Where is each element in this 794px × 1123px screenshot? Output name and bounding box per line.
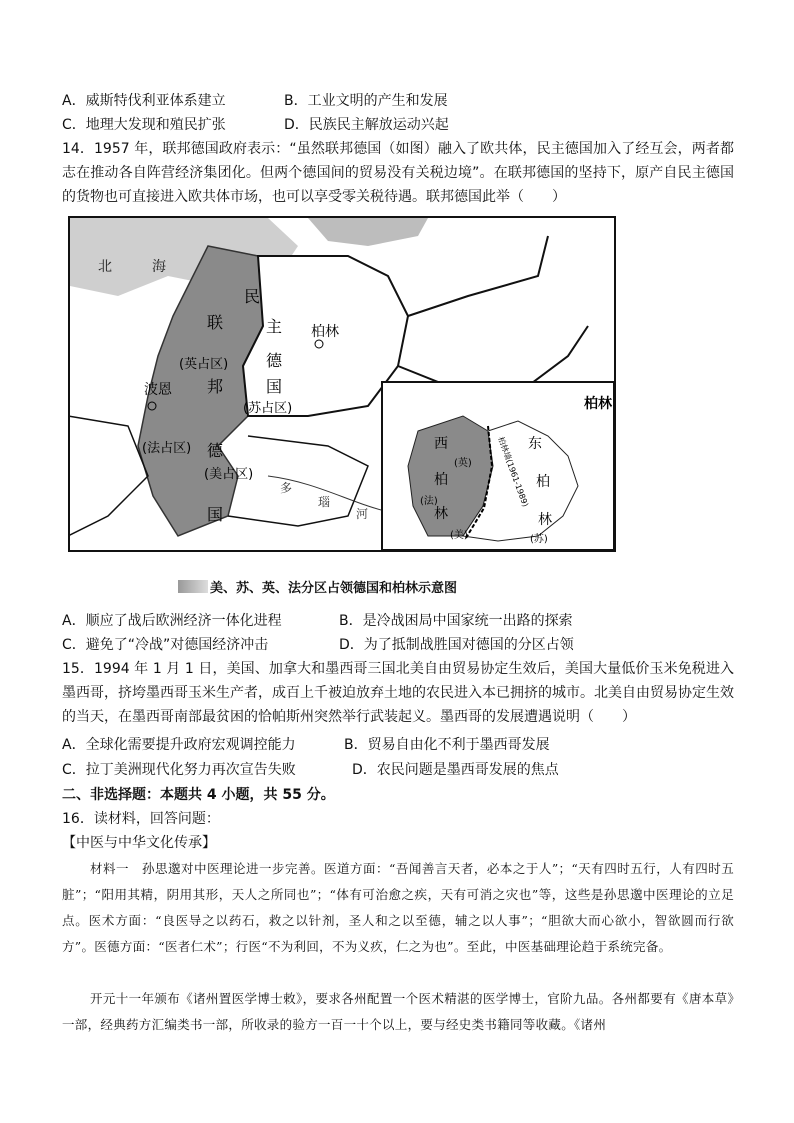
label-french-small: (法): [420, 496, 438, 507]
label-danube-1: 多: [280, 481, 293, 495]
label-berlin-wall: 柏林墙(1961-1989): [496, 435, 530, 509]
q15-option-a: A．全球化需要提升政府宏观调控能力: [62, 737, 296, 753]
label-us-zone: (美占区): [204, 467, 254, 482]
q15-stem: 15．1994 年 1 月 1 日，美国、加拿大和墨西哥三国北美自由贸易协定生效后，美国大量低价玉米免税进入墨西哥，挤垮墨西哥玉米生产者，成百上千被迫放弃土地的农民进入本已拥挤的城市。北美自由贸易协定生效的当天，在墨西哥南部最贫困的恰帕斯州突然举行武装起义。墨西哥的发展遭遇说明（ ）: [62, 661, 734, 725]
berlin-inset: [382, 382, 614, 550]
label-berlin-city: 柏林: [311, 324, 339, 340]
label-east-de-4: 国: [266, 377, 283, 396]
label-danube-2: 瑙: [318, 495, 331, 509]
label-wb-2: 柏: [434, 472, 448, 488]
map-caption-text: 美、苏、英、法分区占领德国和柏林示意图: [210, 581, 458, 596]
q14-option-c: C．避免了“冷战”对德国经济冲击: [62, 637, 269, 653]
q13-option-b: B．工业文明的产生和发展: [284, 93, 448, 109]
label-french-zone: (法占区): [142, 441, 192, 456]
label-soviet-zone: (苏占区): [243, 401, 293, 416]
material-one: 材料一 孙思邈对中医理论进一步完善。医道方面：“吾闻善言天者，必本之于人”；“天有四时五行，人有四时五脏”；“阳用其精，阴用其形，天人之所同也”；“体有可治愈之疾，天有可消之灾也”等，这些是孙思邈中医理论的立足点。医术方面：“良医导之以药石，救之以针剂，圣人和之以至德，辅之以人事”；“胆欲大而心欲小，智欲圆而行欲方”。医德方面：“医者仁术”；行医“不为利回，不为义疚，仁之为也”。至此，中医基础理论趋于系统完备。: [62, 861, 734, 954]
label-east-de-3: 德: [266, 351, 283, 370]
label-wb-3: 林: [434, 506, 448, 522]
label-wb-1: 西: [434, 436, 448, 452]
q15-option-b: B．贸易自由化不利于墨西哥发展: [344, 737, 550, 753]
label-bonn: 波恩: [144, 382, 172, 398]
label-west-de-4: 国: [207, 505, 224, 524]
label-north: 北: [98, 259, 112, 275]
q14-stem: 14．1957 年，联邦德国政府表示：“虽然联邦德国（如图）融入了欧共体，民主德国加入了经互会，两者都志在推动各自阵营经济集团化。但两个德国间的贸易没有关税边境”。在联邦德国的坚持下，原产自民主德国的货物也可直接进入欧共体市场，也可以享受零关税待遇。联邦德国此举（ ）: [62, 141, 734, 205]
germany-occupation-map: [68, 216, 616, 552]
label-eb-3: 林: [538, 512, 552, 528]
q14-option-a: A．顺应了战后欧洲经济一体化进程: [62, 613, 282, 629]
label-eb-2: 柏: [536, 474, 550, 490]
q14-option-b: B．是冷战困局中国家统一出路的探索: [339, 613, 573, 629]
q13-option-c: C．地理大发现和殖民扩张: [62, 117, 226, 133]
label-east-de-2: 主: [266, 317, 283, 336]
label-sea: 海: [152, 259, 166, 275]
section2-heading: 二、非选择题：本题共 4 小题，共 55 分。: [62, 787, 335, 803]
caption-blur-mark: [178, 580, 208, 593]
q15-option-d: D．农民问题是墨西哥发展的焦点: [352, 762, 559, 778]
label-soviet-small: (苏): [530, 534, 548, 545]
label-west-de-2: 邦: [207, 377, 224, 396]
label-east-de-1: 民: [244, 287, 261, 306]
q13-option-d: D．民族民主解放运动兴起: [284, 117, 449, 133]
q15-option-c: C．拉丁美洲现代化努力再次宣告失败: [62, 762, 296, 778]
inset-title: 柏林: [584, 396, 612, 412]
label-danube-3: 河: [356, 507, 369, 521]
label-british-zone: (英占区): [179, 357, 229, 372]
q16-topic: 【中医与中华文化传承】: [62, 835, 216, 851]
q16-title: 16．读材料，回答问题：: [62, 811, 220, 827]
label-eb-1: 东: [528, 436, 542, 452]
q13-option-a: A．威斯特伐利亚体系建立: [62, 93, 226, 109]
label-american-small: (美): [450, 530, 468, 541]
label-west-de-1: 联: [207, 313, 224, 332]
material-two: 开元十一年颁布《诸州置医学博士敕》，要求各州配置一个医术精湛的医学博士，官阶九品。各州都要有《唐本草》一部，经典药方汇编类书一部，所收录的验方一百一十个以上，要与经史类书籍同等收藏。《诸州: [62, 991, 734, 1032]
map-caption: [178, 577, 457, 596]
label-british-small: (英): [454, 458, 472, 469]
q14-option-d: D．为了抵制战胜国对德国的分区占领: [339, 637, 574, 653]
label-west-de-3: 德: [207, 441, 224, 460]
